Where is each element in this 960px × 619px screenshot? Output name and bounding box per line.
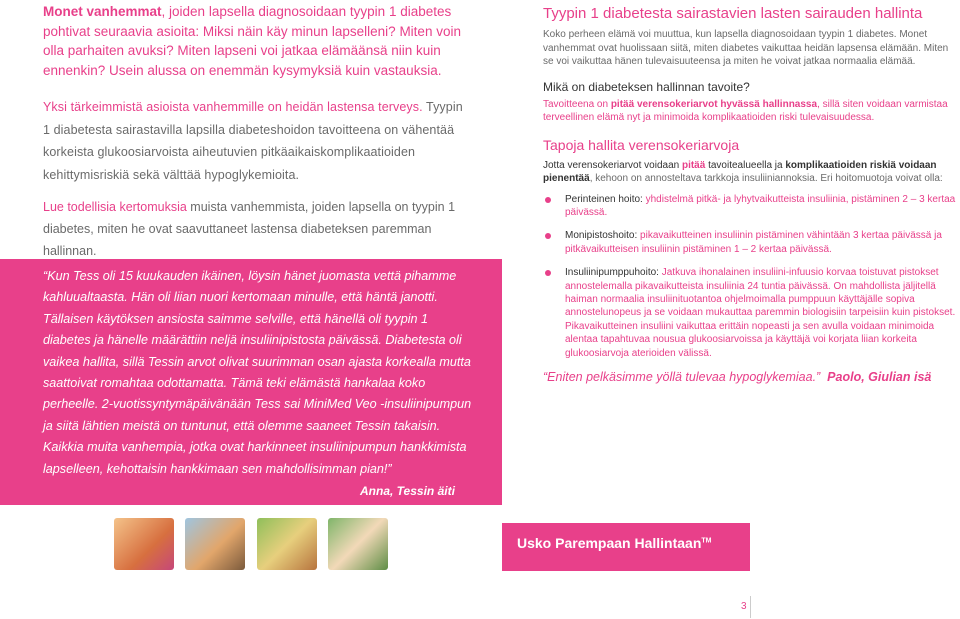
brand-text: Usko Parempaan Hallintaan [517, 535, 702, 551]
intro-bold: Monet vanhemmat [43, 4, 162, 19]
left-column [43, 0, 468, 262]
treatment-term: Monipistoshoito: [565, 230, 638, 242]
treatment-text: Jatkuva ihonalainen insuliini-infuusio korvaa toistuvat pistokset annostelemalla pikavaikutteista insuliinia 24 tuntia päivässä. On mahdollista jäljitellä haiman normaalia insuliinituotantoa ohjelmoimalla pumppuun käyttäjälle sopiva annostelunopeus ja se voidaan mukauttaa paremmin biologisiin tarpeisiin kuin pistokset. Pikavaikutteinen insuliini vaikuttaa erittäin nopeasti ja sen avulla voidaan minimoida alentaa tapahtuvaa nousua glukoosiarvoissa ja käyttäjä voi korjata liian korkeita glukoosiarvoja aterioiden välissä. [565, 267, 956, 359]
photo-child-4 [328, 518, 388, 570]
page-number: 3 [741, 601, 747, 612]
intro-rest: , joiden lapsella diagnosoidaan tyypin 1 diabetes pohtivat seuraavia asioita: Miksi näin käy minun lapselleni? Miten voin olla parhaiten avuksi? Miten lapseni voi jatkaa elämäänsä niin kuin ennenkin? Usein alussa on enemmän kysymyksiä kuin vastauksia. [43, 4, 461, 78]
page-divider [750, 596, 751, 618]
stories-paragraph [43, 196, 468, 262]
treatment-term: Perinteinen hoito: [565, 193, 643, 205]
goal-heading: Mikä on diabeteksen hallinnan tavoite? [543, 79, 750, 94]
treatment-text: pikavaikutteinen insuliinin pistäminen vähintään 3 kertaa päivässä ja pitkävaikutteisen insuliinin pistäminen 1 – 2 kertaa päivässä. [565, 230, 942, 255]
goal-pre: Tavoitteena on [543, 98, 611, 110]
photo-child-1 [114, 518, 174, 570]
stories-gray: muista vanhemmista, joiden lapsella on tyypin 1 diabetes, miten he ovat saavuttaneet lastensa diabeteksen paremman hallinnan. [43, 200, 456, 258]
list-item [543, 193, 960, 220]
methods-a: Jotta verensokeriarvot voidaan [543, 159, 682, 171]
bullet-icon [545, 270, 551, 276]
trademark-mark: TM [701, 537, 712, 545]
brand-name [517, 535, 712, 551]
goal-post: , sillä siten voidaan varmistaa terveellinen elämä nyt ja minimoida komplikaatioiden riski tulevaisuudessa. [543, 98, 948, 123]
goal-paragraph [543, 98, 960, 125]
list-item [543, 266, 960, 360]
photo-child-2 [185, 518, 245, 570]
intro-paragraph [43, 2, 468, 80]
methods-heading: Tapoja hallita verensokeriarvoja [543, 136, 740, 153]
methods-b: pitää [681, 159, 706, 171]
methods-c: tavoitealueella ja [705, 159, 786, 171]
bullet-icon [545, 233, 551, 239]
right-column [543, 0, 960, 384]
bullet-icon [545, 197, 551, 203]
treatment-term: Insuliinipumppuhoito: [565, 267, 659, 279]
methods-d: komplikaatioiden riskiä voidaan pienentää [543, 159, 937, 184]
testimonial-quote: “Kun Tess oli 15 kuukauden ikäinen, löysin hänet juomasta vettä pihamme kahluualtaasta. Hän oli liian nuori kertomaan minulle, että häntä janotti. Tällaisen käytöksen ansiosta saimme selville, että hänellä oli tyypin 1 diabetes ja hänelle määrättiin neljä insuliinipistosta päivässä. Diabetesta oli vaikea hallita, sillä Tessin arvot olivat suurimman osan ajasta korkealla mutta saattoivat romahtaa odottamatta. Tämä teki elämästä hankalaa koko perheelle. 2-vuotissyntymäpäivänään Tess sai MiniMed Veo -insuliinipumpun ja siitä lähtien meistä on tuntunut, että olemme saaneet Tessin takaisin. Kaikkia muita vanhempia, jotka ovat harkinneet insuliinipumpun hankkimista lapselleen, kehottaisin hankkimaan sen mahdollisimman pian!” [43, 269, 472, 476]
pull-quote [543, 370, 960, 384]
section-title: Tyypin 1 diabetesta sairastavien lasten sairauden hallinta [543, 5, 923, 22]
methods-paragraph [543, 159, 960, 186]
methods-e: , kehoon on annosteltava tarkkoja insuliiniannoksia. Eri hoitomuotoja voivat olla: [589, 173, 943, 184]
testimonial-author: Anna, Tessin äiti [360, 484, 455, 498]
list-item [543, 229, 960, 256]
stories-pink: Lue todellisia kertomuksia [43, 200, 187, 214]
photo-strip [114, 518, 474, 590]
pull-quote-text: “Eniten pelkäsimme yöllä tulevaa hypoglykemiaa.” [543, 369, 821, 384]
photo-child-3 [257, 518, 317, 570]
treatment-list [543, 193, 960, 360]
lead-pink: Yksi tärkeimmistä asioista vanhemmille on heidän lastensa terveys. [43, 100, 423, 114]
lead-gray: Tyypin 1 diabetesta sairastavilla lapsilla diabeteshoidon tavoitteena on vähentää korkeista glukoosiarvoista aiheutuvien pitkäaikaiskomplikaatioiden kehittymisriskiä sekä välttää hypoglykemioita. [43, 100, 463, 182]
pull-quote-author: Paolo, Giulian isä [827, 369, 932, 384]
lead-paragraph [43, 96, 468, 186]
goal-bold: pitää verensokeriarvot hyvässä hallinnassa [610, 98, 818, 110]
section-intro: Koko perheen elämä voi muuttua, kun lapsella diagnosoidaan tyypin 1 diabetes. Monet vanhemmat ovat huolissaan siitä, miten diabetes vaikuttaa heidän lapsensa elämään. Miten se voi vaikuttaa hänen tulevaisuuteensa ja miten he voivat jatkaa normaalia elämää. [543, 29, 949, 67]
treatment-text: yhdistelmä pitkä- ja lyhytvaikutteista insuliinia, pistäminen 2 – 3 kertaa päivässä. [565, 193, 956, 218]
